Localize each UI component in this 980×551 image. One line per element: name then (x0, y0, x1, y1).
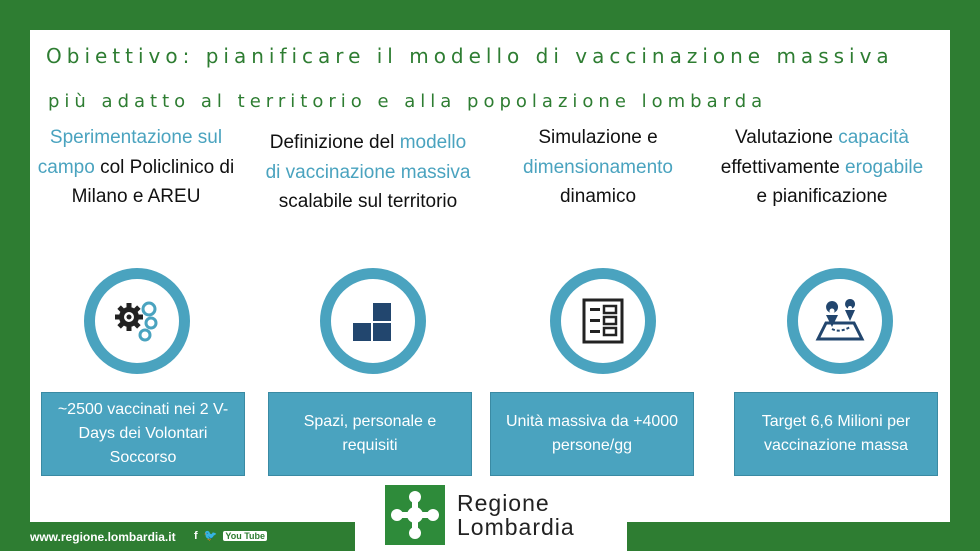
column-4-box (734, 392, 938, 476)
column-1-box (41, 392, 245, 476)
column-3-box-text: Unità massiva da +4000 persone/gg (505, 413, 679, 454)
logo-text (457, 491, 575, 539)
title-line-1: Obiettivo: pianificare il modello di vaccinazione massiva (46, 44, 894, 68)
column-3-part-1: Simulazione e (538, 127, 658, 148)
column-3-part-2: dimensionamento (523, 156, 673, 178)
map-pins-icon (814, 299, 866, 343)
column-3-circle (550, 268, 656, 374)
social-links (194, 529, 267, 542)
logo-line-2: Lombardia (457, 513, 575, 540)
column-2-text (262, 128, 474, 217)
column-4-part-2: capacità (838, 127, 909, 148)
logo-line-1: Regione (457, 489, 550, 516)
column-1-circle (84, 268, 190, 374)
column-2-box (268, 392, 472, 476)
column-3-part-3: dinamico (559, 186, 637, 207)
column-1-box-text: ~2500 vaccinati nei 2 V-Days dei Volontari Soccorso (57, 401, 229, 466)
facebook-icon[interactable]: f (194, 529, 198, 542)
column-1-text (30, 123, 242, 212)
twitter-icon[interactable]: 🐦 (203, 530, 218, 542)
youtube-icon[interactable]: You Tube (225, 530, 266, 541)
column-3-text (492, 123, 704, 212)
column-4-part-3: effettivamente (720, 156, 846, 178)
column-4-part-4: erogabile (845, 156, 924, 178)
title-line-2: più adatto al territorio e alla popolazione lombarda (48, 91, 768, 112)
blocks-icon (351, 299, 395, 343)
column-3-box (490, 392, 694, 476)
column-2-part-2: modello di vaccinazione massiva (265, 132, 471, 183)
column-2-box-text: Spazi, personale e requisiti (303, 413, 437, 454)
checklist-icon (582, 298, 624, 344)
column-1-part-1: Sperimentazione sul campo (37, 127, 223, 178)
column-1-part-2: col Policlinico di Milano e AREU (71, 156, 235, 207)
column-4-box-text: Target 6,6 Milioni per vaccinazione massa (761, 413, 911, 454)
column-4-circle (787, 268, 893, 374)
slide (30, 30, 950, 522)
column-4-part-1: Valutazione (735, 127, 839, 148)
column-4-text (716, 123, 928, 212)
column-2-part-3: scalabile sul territorio (278, 191, 458, 212)
column-2-circle (320, 268, 426, 374)
footer-website-link[interactable]: www.regione.lombardia.it (30, 530, 176, 544)
column-2-part-1: Definizione del (269, 132, 400, 153)
regione-lombardia-logo (355, 478, 627, 551)
logo-mark-icon (385, 485, 445, 545)
gears-icon (111, 297, 163, 345)
column-4-part-5: e pianificazione (756, 186, 888, 207)
